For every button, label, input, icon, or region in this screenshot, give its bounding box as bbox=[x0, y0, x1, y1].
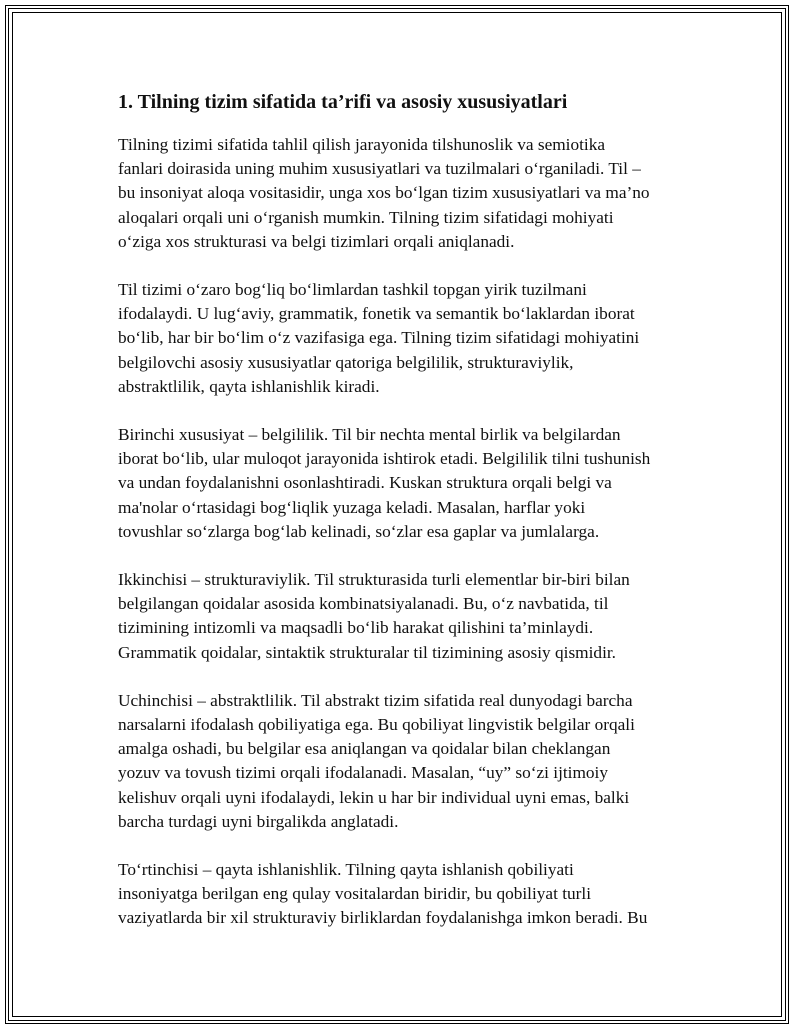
text-line: Birinchi xususiyat – belgililik. Til bir nechta mental birlik va belgilardan bbox=[118, 425, 621, 445]
text-line: amalga oshadi, bu belgilar esa aniqlangan va qoidalar bilan cheklangan bbox=[118, 739, 611, 759]
paragraph-list bbox=[118, 133, 693, 931]
text-line: Grammatik qoidalar, sintaktik strukturalar til tizimining asosiy qismidir. bbox=[118, 642, 616, 662]
text-line: vaziyatlarda bir xil strukturaviy birliklardan foydalanishga imkon beradi. Bu bbox=[118, 908, 648, 928]
paragraph bbox=[118, 689, 693, 834]
text-line: Tilning tizimi sifatida tahlil qilish jarayonida tilshunoslik va semiotika bbox=[118, 135, 606, 154]
text-line: iborat bo‘lib, ular muloqot jarayonida ishtirok etadi. Belgililik tilni tushunish bbox=[118, 449, 651, 469]
text-line: barcha turdagi uyni birgalikda anglatadi. bbox=[118, 811, 399, 831]
text-line: ifodalaydi. U lug‘aviy, grammatik, fonetik va semantik bo‘laklardan iborat bbox=[118, 304, 635, 324]
section-heading: 1. Tilning tizim sifatida ta’rifi va asosiy xususiyatlari bbox=[118, 91, 568, 113]
text-line: Uchinchisi – abstraktlilik. Til abstrakt tizim sifatida real dunyodagi barcha bbox=[118, 690, 633, 710]
text-line: tizimining intizomli va maqsadli bo‘lib harakat qilishini ta’minlaydi. bbox=[118, 618, 594, 638]
text-line: ma'nolar o‘rtasidagi bog‘liqlik yuzaga keladi. Masalan, harflar yoki bbox=[118, 497, 586, 517]
paragraph bbox=[118, 423, 693, 544]
text-line: Ikkinchisi – strukturaviylik. Til strukturasida turli elementlar bir-biri bilan bbox=[118, 570, 630, 590]
text-line: belgilovchi asosiy xususiyatlar qatoriga belgililik, strukturaviylik, bbox=[118, 352, 574, 372]
text-line: fanlari doirasida uning muhim xususiyatlari va tuzilmalari o‘rganiladi. Til – bbox=[118, 159, 641, 179]
paragraph bbox=[118, 858, 693, 931]
paragraph bbox=[118, 133, 693, 254]
text-line: insoniyatga berilgan eng qulay vositalardan biridir, bu qobiliyat turli bbox=[118, 884, 591, 904]
text-line: bu insoniyat aloqa vositasidir, unga xos bo‘lgan tizim xususiyatlari va ma’no bbox=[118, 183, 650, 203]
text-line: bo‘lib, har bir bo‘lim o‘z vazifasiga ega. Tilning tizim sifatidagi mohiyatini bbox=[118, 328, 640, 348]
text-line: abstraktlilik, qayta ishlanishlik kiradi. bbox=[118, 376, 380, 396]
text-line: aloqalari orqali uni o‘rganish mumkin. Tilning tizim sifatidagi mohiyati bbox=[118, 207, 614, 227]
text-line: va undan foydalanishni osonlashtiradi. Kuskan struktura orqali belgi va bbox=[118, 473, 612, 493]
document-body bbox=[118, 88, 693, 955]
text-line: narsalarni ifodalash qobiliyatiga ega. Bu qobiliyat lingvistik belgilar orqali bbox=[118, 715, 635, 735]
text-line: kelishuv orqali uyni ifodalaydi, lekin u har bir individual uyni emas, balki bbox=[118, 787, 630, 807]
paragraph bbox=[118, 278, 693, 399]
text-line: belgilangan qoidalar asosida kombinatsiyalanadi. Bu, o‘z navbatida, til bbox=[118, 594, 609, 614]
paragraph bbox=[118, 568, 693, 665]
text-line: tovushlar so‘zlarga bog‘lab kelinadi, so‘zlar esa gaplar va jumlalarga. bbox=[118, 521, 600, 541]
text-line: To‘rtinchisi – qayta ishlanishlik. Tilning qayta ishlanish qobiliyati bbox=[118, 860, 574, 880]
text-line: o‘ziga xos strukturasi va belgi tizimlari orqali aniqlanadi. bbox=[118, 231, 515, 251]
text-line: yozuv va tovush tizimi orqali ifodalanadi. Masalan, “uy” so‘zi ijtimoiy bbox=[118, 763, 609, 783]
text-line: Til tizimi o‘zaro bog‘liq bo‘limlardan tashkil topgan yirik tuzilmani bbox=[118, 280, 587, 300]
